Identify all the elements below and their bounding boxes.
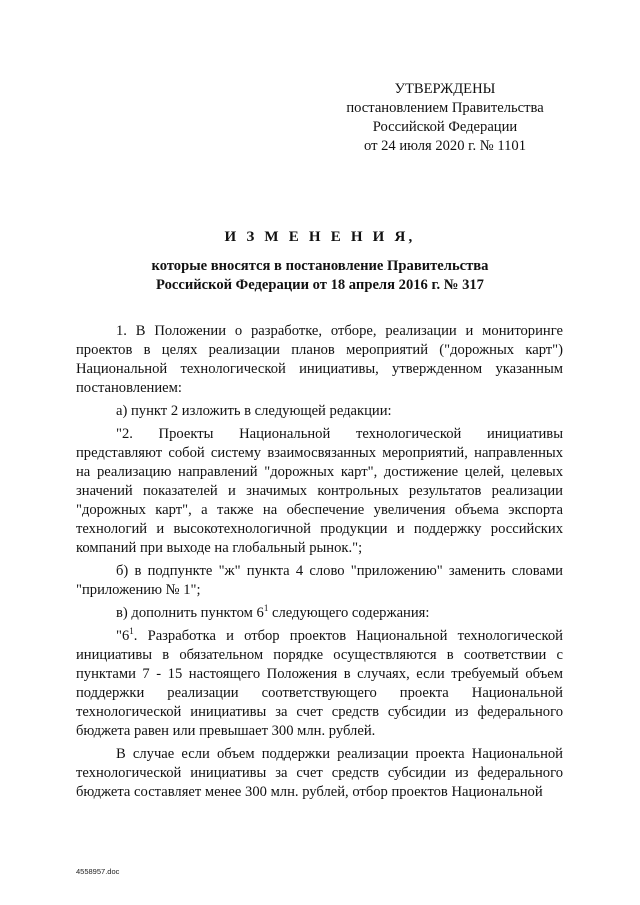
approval-line-date: от 24 июля 2020 г. № 1101	[363, 138, 527, 154]
paragraph-6-tail: . Разработка и отбор проектов Национальной технологической инициативы в обязательном порядке осуществляются в соответствии с пунктами 7 - 15 настоящего Положения в случаях, если требуемый объем поддержки реализации соответствующего проекта Национальной технологической инициативы за счет средств субсидии из федерального бюджета равен или превышает 300 млн. рублей.	[76, 628, 563, 739]
paragraph-6-superscript: 1	[129, 626, 134, 636]
document-heading	[60, 228, 580, 295]
paragraph-5	[76, 604, 563, 623]
paragraph-5-text: в) дополнить пунктом 6	[116, 605, 264, 621]
paragraph-6-text: "6	[116, 628, 130, 644]
document-body	[76, 322, 563, 802]
approval-stamp	[330, 80, 560, 156]
paragraph-2: а) пункт 2 изложить в следующей редакции:	[116, 403, 392, 419]
approval-title: УТВЕРЖДЕНЫ	[394, 81, 496, 97]
approval-line-resolution: постановлением Правительства	[346, 100, 544, 116]
heading-title: И З М Е Н Е Н И Я,	[224, 229, 416, 245]
paragraph-5-tail: следующего содержания:	[268, 605, 430, 621]
paragraph-7: В случае если объем поддержки реализации проекта Национальной технологической инициативы за счет средств субсидии из федерального бюджета составляет менее 300 млн. рублей, отбор проектов Национальной	[76, 746, 563, 800]
paragraph-6	[76, 627, 563, 741]
paragraph-3: "2. Проекты Национальной технологической инициативы представляют собой систему взаимосвязанных мероприятий, направленных на реализацию направлений "дорожных карт", достижение целей, целевых значений показателей и значимых контрольных результатов реализации "дорожных карт", а также на обеспечение увеличения объема экспорта технологий и высокотехнологичной продукции и поддержку российских компаний при выходе на глобальный рынок.";	[76, 426, 563, 556]
document-file-id: 4558957.doc	[76, 867, 120, 876]
approval-line-federation: Российской Федерации	[372, 119, 518, 135]
heading-subtitle-line2: Российской Федерации от 18 апреля 2016 г. № 317	[156, 277, 484, 293]
paragraph-4: б) в подпункте "ж" пункта 4 слово "приложению" заменить словами "приложению № 1";	[76, 563, 563, 598]
paragraph-1: 1. В Положении о разработке, отборе, реализации и мониторинге проектов в целях реализации планов мероприятий ("дорожных карт") Национальной технологической инициативы, утвержденном указанным постановлением:	[76, 323, 563, 396]
heading-subtitle-line1: которые вносятся в постановление Правительства	[151, 258, 489, 274]
paragraph-5-superscript: 1	[263, 603, 269, 613]
